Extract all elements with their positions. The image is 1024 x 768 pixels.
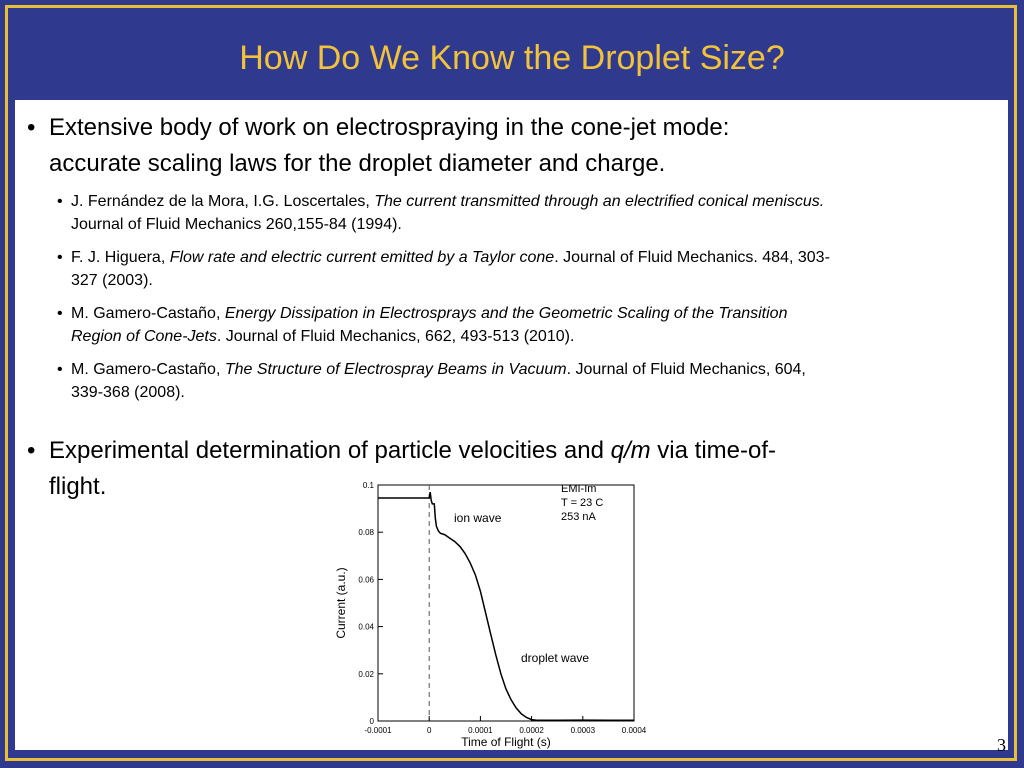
y-axis-label: Current (a.u.) — [334, 567, 348, 639]
x-tick-label: -0.0001 — [364, 726, 392, 735]
bullet-dot: • — [27, 114, 36, 141]
bullet-text-a: Experimental determination of particle velocities and — [49, 437, 611, 464]
annotation-ion-wave: ion wave — [454, 511, 502, 525]
x-tick-label: 0.0001 — [468, 726, 493, 735]
y-tick-label: 0.1 — [362, 481, 374, 490]
x-tick-label: 0.0002 — [519, 726, 544, 735]
slide-content — [15, 100, 1008, 750]
ref-journal: . Journal of Fluid Mechanics. 484, 303- — [554, 249, 830, 266]
slide-title: How Do We Know the Droplet Size? — [239, 39, 785, 77]
reference-1 — [57, 190, 825, 236]
x-tick-label: 0.0003 — [570, 726, 596, 735]
x-tick-label: 0.0004 — [621, 726, 647, 735]
x-tick-label: 0 — [426, 726, 432, 735]
sub-bullet-dot: • — [57, 361, 63, 378]
bullet-text-qm: q/m — [610, 437, 651, 464]
ref-journal-cont: 339-368 (2008). — [71, 384, 185, 401]
ref-title: The current transmitted through an electrified conical meniscus. — [374, 193, 825, 210]
ref-title: Flow rate and electric current emitted by a Taylor cone — [169, 249, 555, 266]
ref-title: The Structure of Electrospray Beams in Vacuum — [224, 361, 567, 378]
ref-title-cont: Region of Cone-Jets — [71, 328, 217, 345]
sub-bullet-dot: • — [57, 249, 63, 266]
ref-authors: J. Fernández de la Mora, I.G. Loscertales, — [71, 193, 375, 210]
tof-chart — [312, 470, 672, 750]
sub-bullet-dot: • — [57, 305, 63, 322]
y-tick-label: 0.04 — [358, 622, 374, 632]
ref-authors: M. Gamero-Castaño, — [71, 361, 225, 378]
y-tick-label: 0.02 — [358, 669, 374, 679]
legend-line-3: 253 nA — [561, 511, 596, 523]
ref-journal: . Journal of Fluid Mechanics, 604, — [566, 361, 806, 378]
legend-line-2: T = 23 C — [561, 497, 604, 509]
y-tick-label: 0.08 — [358, 528, 374, 538]
reference-3 — [57, 302, 788, 348]
x-axis-label: Time of Flight (s) — [461, 735, 551, 749]
bullet-text-b: via time-of- — [650, 437, 776, 464]
reference-4 — [57, 358, 806, 404]
y-tick-label: 0 — [369, 717, 374, 726]
legend-line-1: EMI-Im — [561, 483, 597, 495]
y-tick-label: 0.06 — [358, 575, 374, 585]
page-number: 3 — [997, 735, 1006, 755]
bullet-text-line2: accurate scaling laws for the droplet diameter and charge. — [49, 150, 666, 177]
reference-2 — [57, 246, 830, 292]
ref-authors: F. J. Higuera, — [71, 249, 170, 266]
ref-title: Energy Dissipation in Electrosprays and the Geometric Scaling of the Transition — [224, 305, 788, 322]
ref-journal: Journal of Fluid Mechanics 260,155-84 (1994). — [71, 216, 402, 233]
ref-journal-cont: 327 (2003). — [71, 272, 153, 289]
bullet-dot: • — [27, 437, 36, 464]
annotation-droplet-wave: droplet wave — [521, 651, 590, 665]
sub-bullet-dot: • — [57, 193, 63, 210]
bullet-text-line1: Extensive body of work on electrospraying in the cone-jet mode: — [49, 114, 730, 141]
ref-journal: . Journal of Fluid Mechanics, 662, 493-513 (2010). — [216, 328, 575, 345]
bullet-time-of-flight — [27, 433, 776, 469]
bullet-scaling-laws — [27, 110, 730, 182]
ref-authors: M. Gamero-Castaño, — [71, 305, 225, 322]
bullet-time-of-flight-line2: flight. — [49, 473, 107, 500]
